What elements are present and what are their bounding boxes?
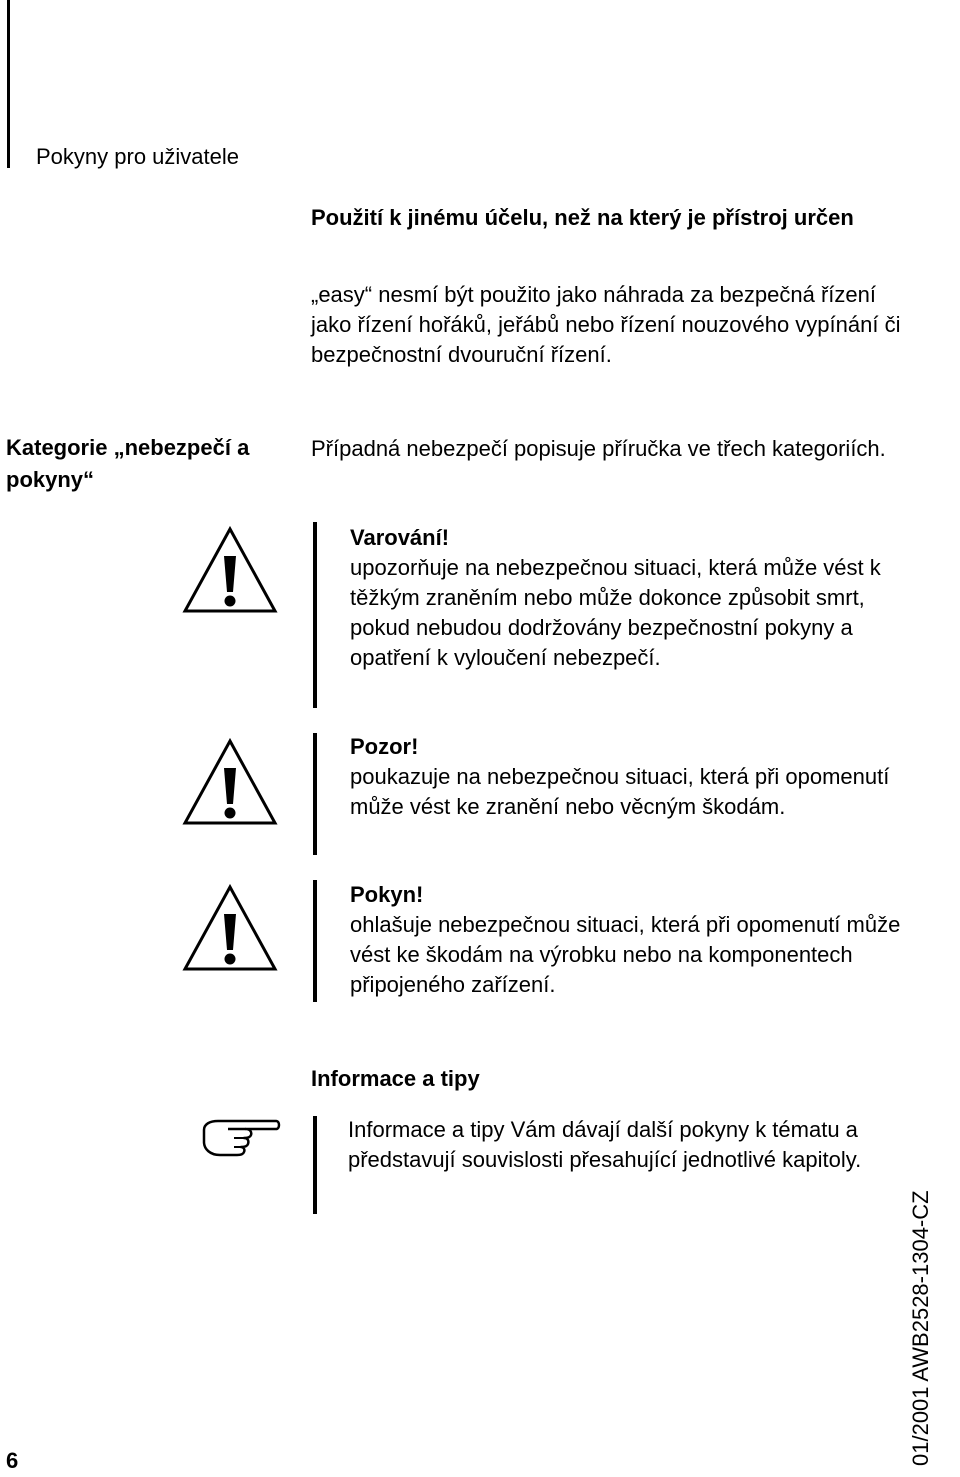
notice-title: Pokyn! (350, 882, 424, 907)
notice-warning (350, 523, 910, 673)
notice-bar (313, 733, 317, 855)
notice-note (350, 880, 910, 1000)
warning-triangle-icon (182, 526, 278, 614)
notice-text: upozorňuje na nebezpečnou situaci, která může vést k těžkým zraněním nebo může dokonce způsobit smrt, pokud nebudou dodržovány bezpečnostní pokyny a opatření k vyloučení nebezpečí. (350, 555, 881, 670)
notice-title: Varování! (350, 525, 450, 550)
notice-text: poukazuje na nebezpečnou situaci, která při opomenutí může vést ke zranění nebo věcným škodám. (350, 764, 890, 819)
categories-intro: Případná nebezpečí popisuje příručka ve třech kategoriích. (311, 436, 886, 461)
section-title-info: Informace a tipy (311, 1066, 480, 1091)
margin-rule (7, 0, 10, 168)
warning-triangle-icon (182, 738, 278, 826)
page-number: 6 (6, 1448, 19, 1473)
notice-bar (313, 880, 317, 1002)
pointing-hand-icon (198, 1116, 284, 1160)
notice-title: Pozor! (350, 734, 419, 759)
section-body-use: „easy“ nesmí být použito jako náhrada za bezpečná řízení jako řízení hořáků, jeřábů nebo řízení nouzového vypínání či bezpečnostní dvouruční řízení. (311, 282, 901, 367)
side-heading-categories: Kategorie „nebezpečí a pokyny“ (6, 435, 250, 492)
notice-caution (350, 732, 910, 822)
document-code: 01/2001 AWB2528-1304-CZ (908, 1190, 933, 1466)
running-header: Pokyny pro uživatele (36, 144, 239, 169)
section-title-use: Použití k jinému účelu, než na který je přístroj určen (311, 205, 854, 230)
notice-bar (313, 522, 317, 708)
notice-text: ohlašuje nebezpečnou situaci, která při opomenutí může vést ke škodám na výrobku nebo na komponentech připojeného zařízení. (350, 912, 901, 997)
info-text: Informace a tipy Vám dávají další pokyny k tématu a představují souvislosti přesahující jednotlivé kapitoly. (348, 1117, 862, 1172)
warning-triangle-icon (182, 884, 278, 972)
info-bar (313, 1116, 317, 1214)
